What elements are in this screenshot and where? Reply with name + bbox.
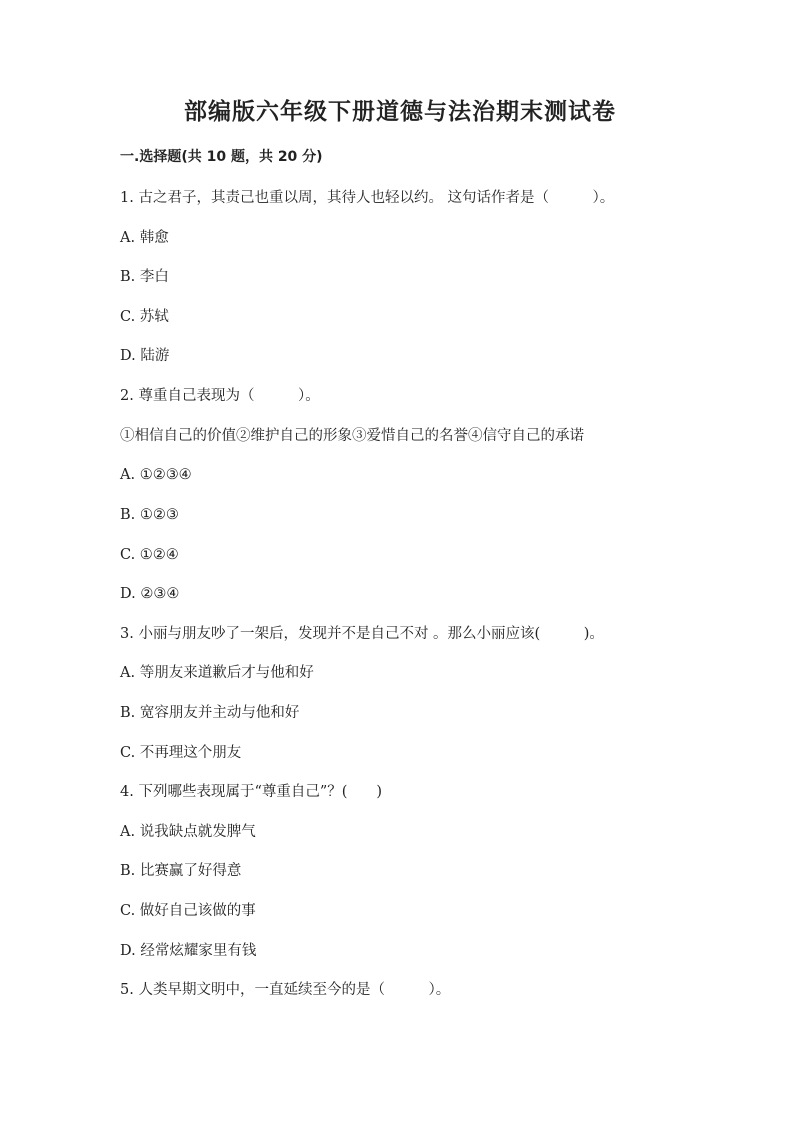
question-5-stem: 5. 人类早期文明中，一直延续至今的是（ ）。 (120, 982, 451, 998)
question-1-option-d: D. 陆游 (120, 348, 170, 364)
question-3-option-c: C. 不再理这个朋友 (120, 745, 242, 761)
question-1-option-c: C. 苏轼 (120, 309, 169, 325)
question-3-option-b: B. 宽容朋友并主动与他和好 (120, 705, 300, 721)
question-1-option-b: B. 李白 (120, 269, 169, 285)
question-4-stem: 4. 下列哪些表现属于“尊重自己”？( ) (120, 784, 383, 800)
question-4-option-d: D. 经常炫耀家里有钱 (120, 943, 257, 959)
question-3-option-a: A. 等朋友来道歉后才与他和好 (120, 665, 314, 681)
question-4-option-c: C. 做好自己该做的事 (120, 903, 256, 919)
question-4-option-b: B. 比赛赢了好得意 (120, 863, 242, 879)
question-2-option-a: A. ①②③④ (120, 467, 192, 483)
question-2-option-d: D. ②③④ (120, 586, 180, 602)
question-1-stem: 1. 古之君子，其责己也重以周，其待人也轻以约。 这句话作者是（ ）。 (120, 190, 615, 206)
page-title: 部编版六年级下册道德与法治期末测试卷 (184, 98, 616, 125)
question-2-stem: 2. 尊重自己表现为（ ）。 (120, 388, 320, 404)
question-1-option-a: A. 韩愈 (120, 230, 169, 246)
question-2-option-b: B. ①②③ (120, 507, 179, 523)
question-2-note: ①相信自己的价值②维护自己的形象③爱惜自己的名誉④信守自己的承诺 (120, 428, 584, 444)
question-2-option-c: C. ①②④ (120, 547, 179, 563)
question-3-stem: 3. 小丽与朋友吵了一架后，发现并不是自己不对 。那么小丽应该( )。 (120, 626, 604, 642)
question-4-option-a: A. 说我缺点就发脾气 (120, 824, 256, 840)
section-heading: 一.选择题(共 10 题，共 20 分) (120, 149, 323, 165)
